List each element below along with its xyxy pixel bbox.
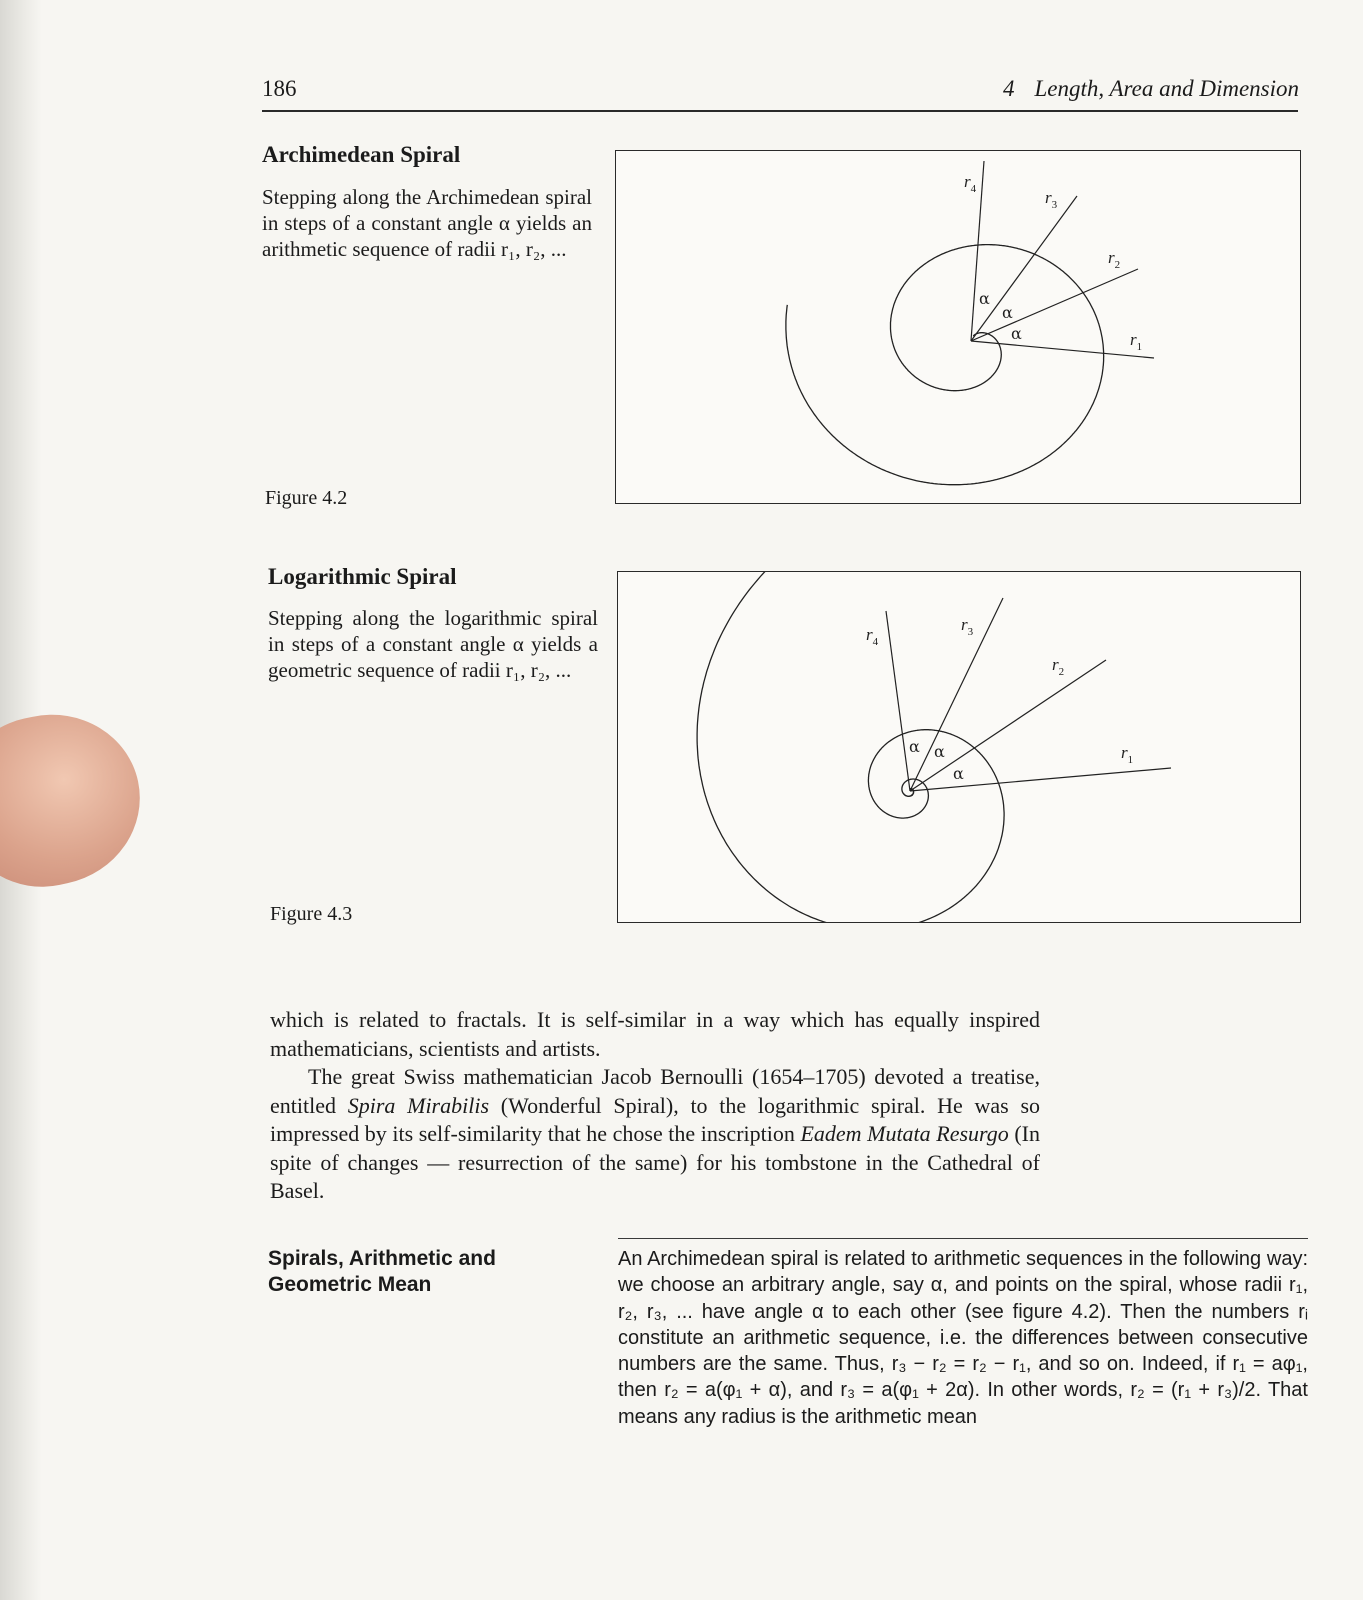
logarithmic-spiral-curve bbox=[697, 572, 1004, 922]
body-text bbox=[270, 1006, 1040, 1206]
label-r4: $r_4$ bbox=[866, 625, 879, 648]
figure-4-2-caption: Figure 4.2 bbox=[265, 487, 348, 509]
radius-r2 bbox=[971, 269, 1138, 341]
body-paragraph-1: which is related to fractals. It is self-similar in a way which has equally inspired mathematicians, scientists and artists. bbox=[270, 1007, 1040, 1061]
archimedean-spiral-curve bbox=[786, 245, 1104, 485]
label-alpha-1: α bbox=[979, 289, 990, 308]
label-r1: $r_1$ bbox=[1121, 743, 1134, 766]
figure-4-3-box bbox=[617, 571, 1301, 923]
radius-r4 bbox=[886, 611, 910, 791]
section-side-heading: Spirals, Arithmetic and Geometric Mean bbox=[268, 1247, 496, 1296]
finger-photo-artifact bbox=[0, 698, 156, 902]
archimedean-spiral-text: Stepping along the Archimedean spiral in steps of a constant angle α yields an arithmetic sequence of radii r₁, r₂, ... bbox=[262, 185, 592, 261]
label-alpha-2: α bbox=[934, 742, 945, 761]
figure-4-3-caption: Figure 4.3 bbox=[270, 903, 353, 925]
label-r2: $r_2$ bbox=[1052, 655, 1065, 678]
label-r2: $r_2$ bbox=[1108, 248, 1121, 271]
label-r3: $r_3$ bbox=[1045, 188, 1058, 211]
label-r3: $r_3$ bbox=[961, 615, 974, 638]
page-number: 186 bbox=[262, 76, 297, 101]
section-rule bbox=[618, 1238, 1308, 1239]
logarithmic-spiral-title: Logarithmic Spiral bbox=[268, 564, 457, 589]
radius-r2 bbox=[910, 660, 1106, 791]
radius-r1 bbox=[910, 768, 1171, 791]
chapter-title: Length, Area and Dimension bbox=[1034, 76, 1299, 101]
radius-r3 bbox=[910, 598, 1003, 791]
archimedean-spiral-diagram bbox=[616, 151, 1300, 503]
archimedean-spiral-title: Archimedean Spiral bbox=[262, 142, 461, 167]
label-alpha-3: α bbox=[953, 764, 964, 783]
header-rule bbox=[262, 110, 1298, 112]
radius-r3 bbox=[971, 196, 1077, 341]
logarithmic-spiral-diagram bbox=[618, 572, 1300, 922]
label-alpha-3: α bbox=[1011, 324, 1022, 343]
label-alpha-2: α bbox=[1002, 303, 1013, 322]
radius-r1 bbox=[971, 341, 1154, 358]
body-paragraph-2: The great Swiss mathematician Jacob Bernoulli (1654–1705) devoted a treatise, entitled Spira Mirabilis (Wonderful Spiral), to the logarithmic spiral. He was so impressed by its self-similarity that he chose the inscription Eadem Mutata Resurgo (In spite of changes — resurrection of the same) for his tombstone in the Cathedral of Basel. bbox=[270, 1064, 1041, 1203]
figure-4-2-box bbox=[615, 150, 1301, 504]
label-alpha-1: α bbox=[909, 737, 920, 756]
label-r1: $r_1$ bbox=[1130, 330, 1143, 353]
running-header bbox=[1003, 76, 1299, 102]
section-body-text: An Archimedean spiral is related to arithmetic sequences in the following way: we choose an arbitrary angle, say α, and points on the spiral, whose radii r₁, r₂, r₃, ... have angle α to each other (see figure 4.2). Then the numbers rᵢ constitute an arithmetic sequence, i.e. the differences between consecutive numbers are the same. Thus, r₃ − r₂ = r₂ − r₁, and so on. Indeed, if r₁ = aφ₁, then r₂ = a(φ₁ + α), and r₃ = a(φ₁ + 2α). In other words, r₂ = (r₁ + r₃)/2. That means any radius is the arithmetic mean bbox=[618, 1248, 1308, 1428]
logarithmic-spiral-text: Stepping along the logarithmic spiral in steps of a constant angle α yields a geometric sequence of radii r₁, r₂, ... bbox=[268, 606, 598, 682]
archimedean-radii bbox=[971, 161, 1154, 358]
label-r4: $r_4$ bbox=[964, 172, 977, 195]
chapter-number: 4 bbox=[1003, 76, 1015, 101]
